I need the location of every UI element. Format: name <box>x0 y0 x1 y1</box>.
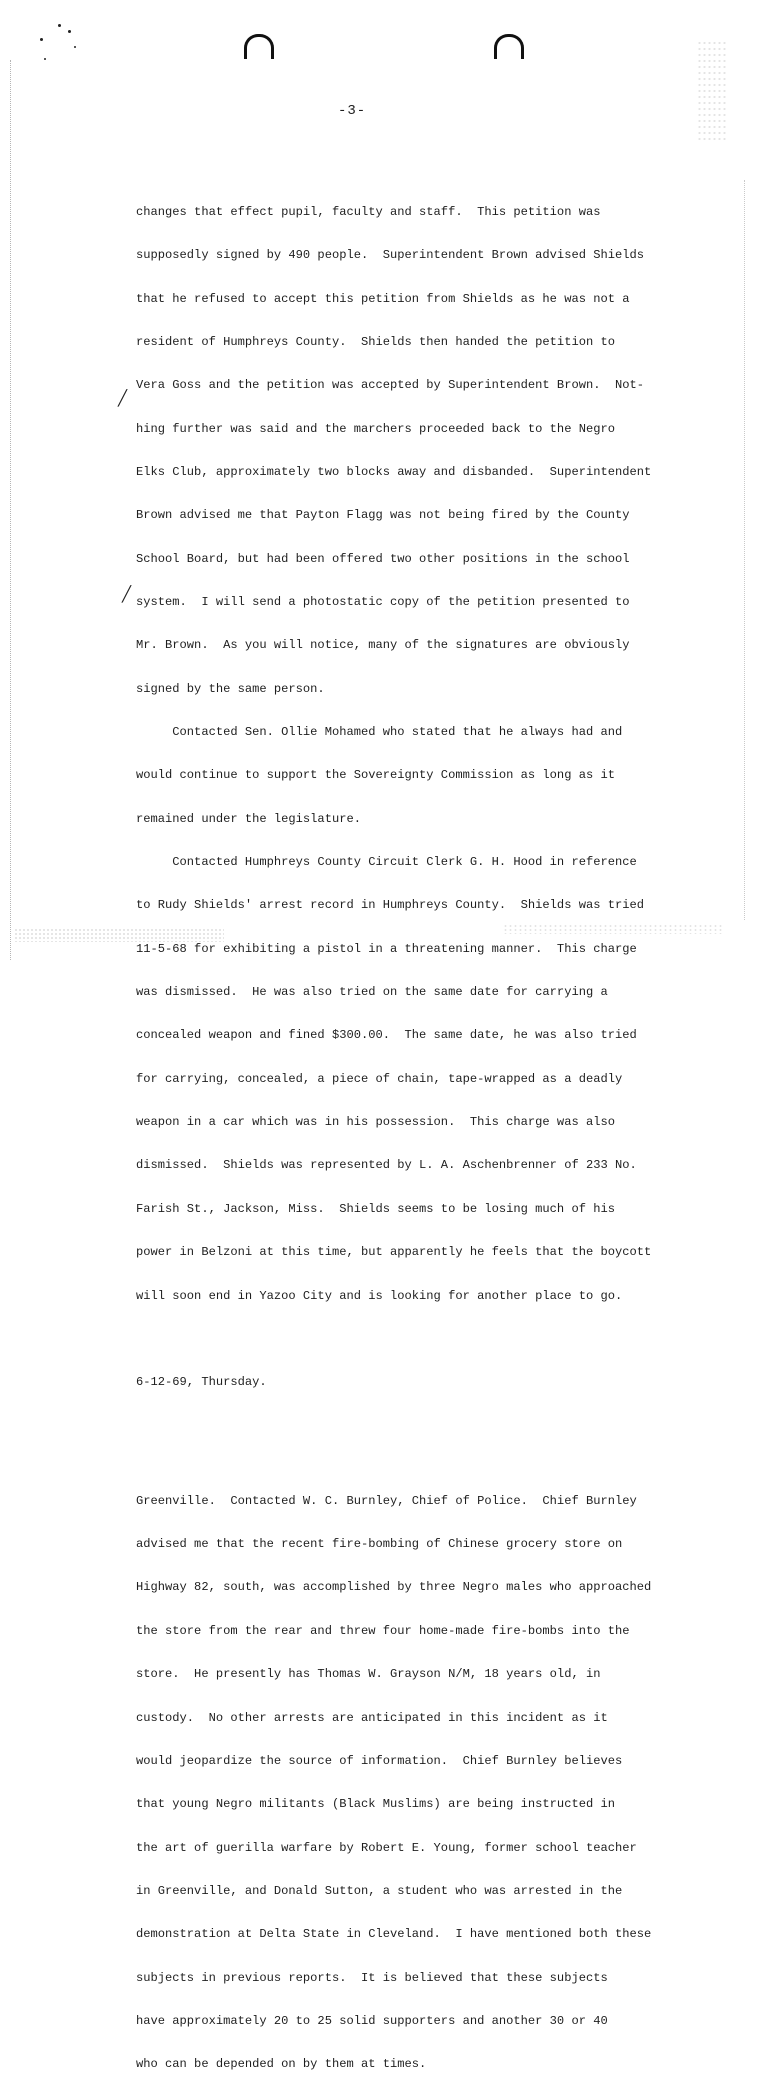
text-line: custody. No other arrests are anticipated in this incident as it <box>136 1710 608 1725</box>
text-line: remained under the legislature. <box>136 811 361 826</box>
margin-check-mark: ╱ <box>118 389 128 407</box>
text-line: power in Belzoni at this time, but apparently he feels that the boycott <box>136 1245 652 1260</box>
text-line: in Greenville, and Donald Sutton, a student who was arrested in the <box>136 1883 623 1898</box>
text-line: the store from the rear and threw four home-made fire-bombs into the <box>136 1623 630 1638</box>
text-line: will soon end in Yazoo City and is looking for another place to go. <box>136 1288 623 1303</box>
text-line: advised me that the recent fire-bombing of Chinese grocery store on <box>136 1537 623 1552</box>
text-line: Mr. Brown. As you will notice, many of the signatures are obviously <box>136 638 630 653</box>
text-line: 11-5-68 for exhibiting a pistol in a threatening manner. This charge <box>136 941 637 956</box>
scan-speck <box>40 38 43 41</box>
text-line: the art of guerilla warfare by Robert E. Young, former school teacher <box>136 1840 637 1855</box>
date-heading: 6-12-69, Thursday. <box>136 1375 267 1390</box>
text-line: was dismissed. He was also tried on the same date for carrying a <box>136 985 608 1000</box>
text-line: supposedly signed by 490 people. Superintendent Brown advised Shields <box>136 248 645 263</box>
document-body <box>136 176 676 2086</box>
page-number: -3- <box>338 103 367 119</box>
text-line: subjects in previous reports. It is believed that these subjects <box>136 1970 608 1985</box>
text-line: for carrying, concealed, a piece of chain, tape-wrapped as a deadly <box>136 1071 623 1086</box>
text-line: Brown advised me that Payton Flagg was not being fired by the County <box>136 508 630 523</box>
text-line: Farish St., Jackson, Miss. Shields seems to be losing much of his <box>136 1201 615 1216</box>
text-line: Elks Club, approximately two blocks away and disbanded. Superintendent <box>136 464 652 479</box>
text-line: Greenville. Contacted W. C. Burnley, Chief of Police. Chief Burnley <box>136 1493 637 1508</box>
margin-check-mark: ╱ <box>122 585 132 603</box>
text-line: Contacted Humphreys County Circuit Clerk G. H. Hood in reference <box>136 855 637 870</box>
blank-line <box>136 1419 676 1433</box>
punch-hole-left <box>244 34 274 59</box>
text-line: signed by the same person. <box>136 681 325 696</box>
text-line: School Board, but had been offered two other positions in the school <box>136 551 630 566</box>
punch-hole-right <box>494 34 524 59</box>
text-line: weapon in a car which was in his possession. This charge was also <box>136 1115 615 1130</box>
text-line: that he refused to accept this petition from Shields as he was not a <box>136 291 630 306</box>
text-line: Highway 82, south, was accomplished by three Negro males who approached <box>136 1580 652 1595</box>
text-line: who can be depended on by them at times. <box>136 2057 427 2072</box>
text-line: Contacted Sen. Ollie Mohamed who stated that he always had and <box>136 725 623 740</box>
scan-speck <box>44 58 46 60</box>
text-line: would jeopardize the source of information. Chief Burnley believes <box>136 1753 623 1768</box>
text-line: changes that effect pupil, faculty and staff. This petition was <box>136 204 601 219</box>
right-dotted-edge <box>744 180 745 920</box>
text-line: dismissed. Shields was represented by L. A. Aschenbrenner of 233 No. <box>136 1158 637 1173</box>
text-line: have approximately 20 to 25 solid supporters and another 30 or 40 <box>136 2013 608 2028</box>
text-line: store. He presently has Thomas W. Grayson N/M, 18 years old, in <box>136 1667 601 1682</box>
right-edge-noise <box>697 40 727 140</box>
scan-speck <box>74 46 76 48</box>
text-line: system. I will send a photostatic copy of the petition presented to <box>136 595 630 609</box>
text-line: that young Negro militants (Black Muslims) are being instructed in <box>136 1797 615 1812</box>
text-line: resident of Humphreys County. Shields then handed the petition to <box>136 334 615 349</box>
blank-line <box>136 1332 676 1346</box>
scan-speck <box>58 24 61 27</box>
text-line: would continue to support the Sovereignty Commission as long as it <box>136 768 615 783</box>
blank-line <box>136 1462 676 1465</box>
text-line: concealed weapon and fined $300.00. The same date, he was also tried <box>136 1028 637 1043</box>
text-line: Vera Goss and the petition was accepted by Superintendent Brown. Not- <box>136 378 645 393</box>
text-line: hing further was said and the marchers proceeded back to the Negro <box>136 421 615 436</box>
left-page-edge <box>10 60 11 960</box>
text-line: demonstration at Delta State in Cleveland. I have mentioned both these <box>136 1927 652 1942</box>
text-line: to Rudy Shields' arrest record in Humphreys County. Shields was tried <box>136 898 645 913</box>
scan-speck <box>68 30 71 33</box>
